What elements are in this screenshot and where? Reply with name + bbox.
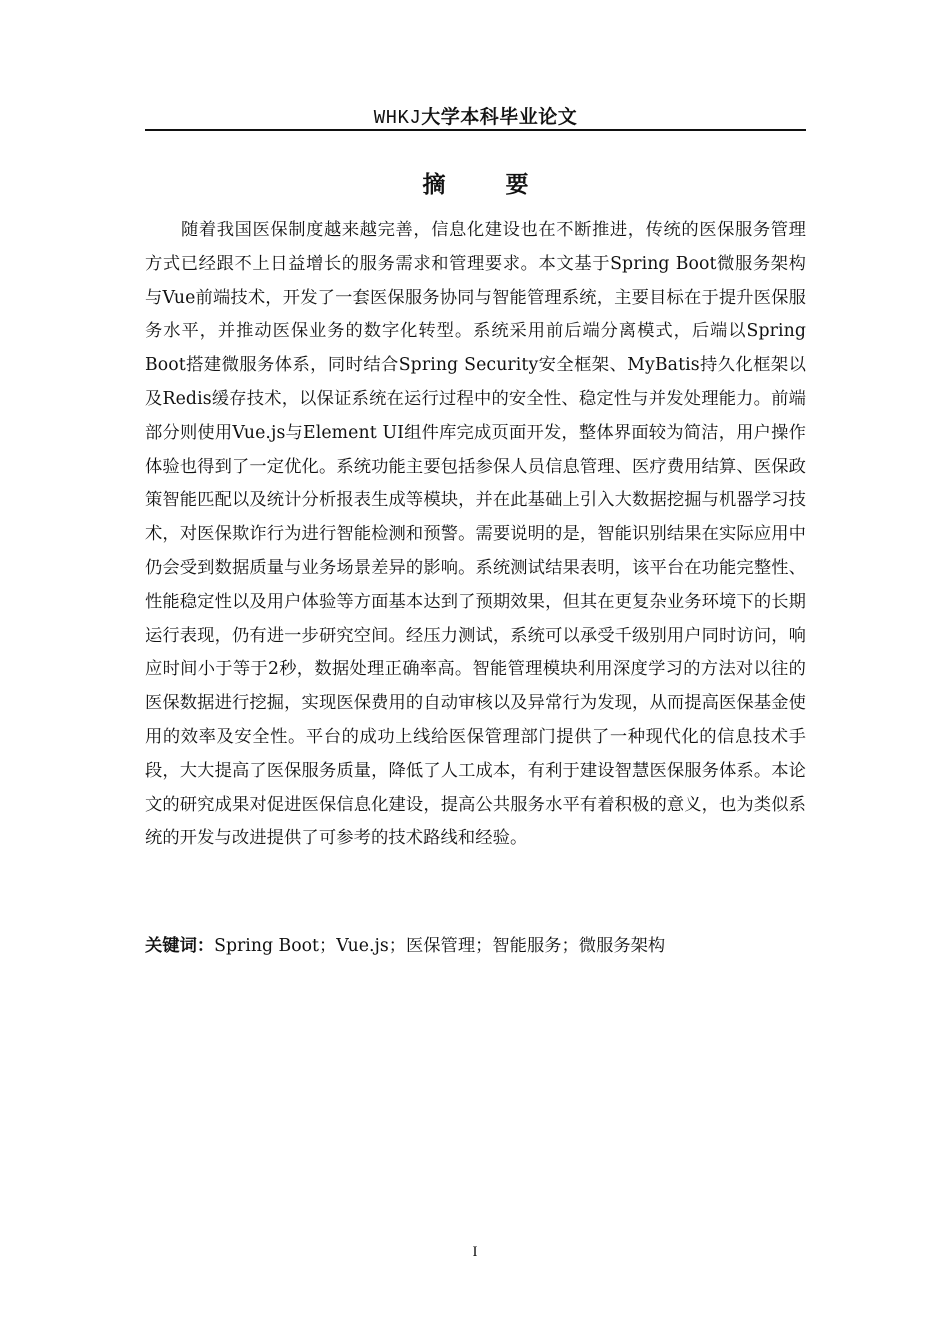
keywords-line [145,930,806,962]
header-thesis-title: 大学本科毕业论文 [421,106,578,128]
keywords-text: Spring Boot；Vue.js；医保管理；智能服务；微服务架构 [214,936,666,956]
header-rule [145,129,806,131]
keywords-label: 关键词： [145,936,215,956]
abstract-title: 摘 要 [422,172,555,198]
page-number: I [472,1244,478,1260]
header-school-code: WHKJ [373,107,422,129]
abstract-body: 随着我国医保制度越来越完善，信息化建设也在不断推进，传统的医保服务管理方式已经跟不上日益增长的服务需求和管理要求。本文基于Spring Boot微服务架构与Vue前端技术，开发了一套医保服务协同与智能管理系统，主要目标在于提升医保服务水平，并推动医保业务的数字化转型。系统采用前后端分离模式，后端以Spring Boot搭建微服务体系，同时结合Spring Security安全框架、MyBatis持久化框架以及Redis缓存技术，以保证系统在运行过程中的安全性、稳定性与并发处理能力。前端部分则使用Vue.js与Element UI组件库完成页面开发，整体界面较为简洁，用户操作体验也得到了一定优化。系统功能主要包括参保人员信息管理、医疗费用结算、医保政策智能匹配以及统计分析报表生成等模块，并在此基础上引入大数据挖掘与机器学习技术，对医保欺诈行为进行智能检测和预警。需要说明的是，智能识别结果在实际应用中仍会受到数据质量与业务场景差异的影响。系统测试结果表明，该平台在功能完整性、性能稳定性以及用户体验等方面基本达到了预期效果，但其在更复杂业务环境下的长期运行表现，仍有进一步研究空间。经压力测试，系统可以承受千级别用户同时访问，响应时间小于等于2秒，数据处理正确率高。智能管理模块利用深度学习的方法对以往的医保数据进行挖掘，实现医保费用的自动审核以及异常行为发现，从而提高医保基金使用的效率及安全性。平台的成功上线给医保管理部门提供了一种现代化的信息技术手段，大大提高了医保服务质量，降低了人工成本，有利于建设智慧医保服务体系。本论文的研究成果对促进医保信息化建设，提高公共服务水平有着积极的意义，也为类似系统的开发与改进提供了可参考的技术路线和经验。 [145,220,806,849]
running-header [145,104,806,131]
